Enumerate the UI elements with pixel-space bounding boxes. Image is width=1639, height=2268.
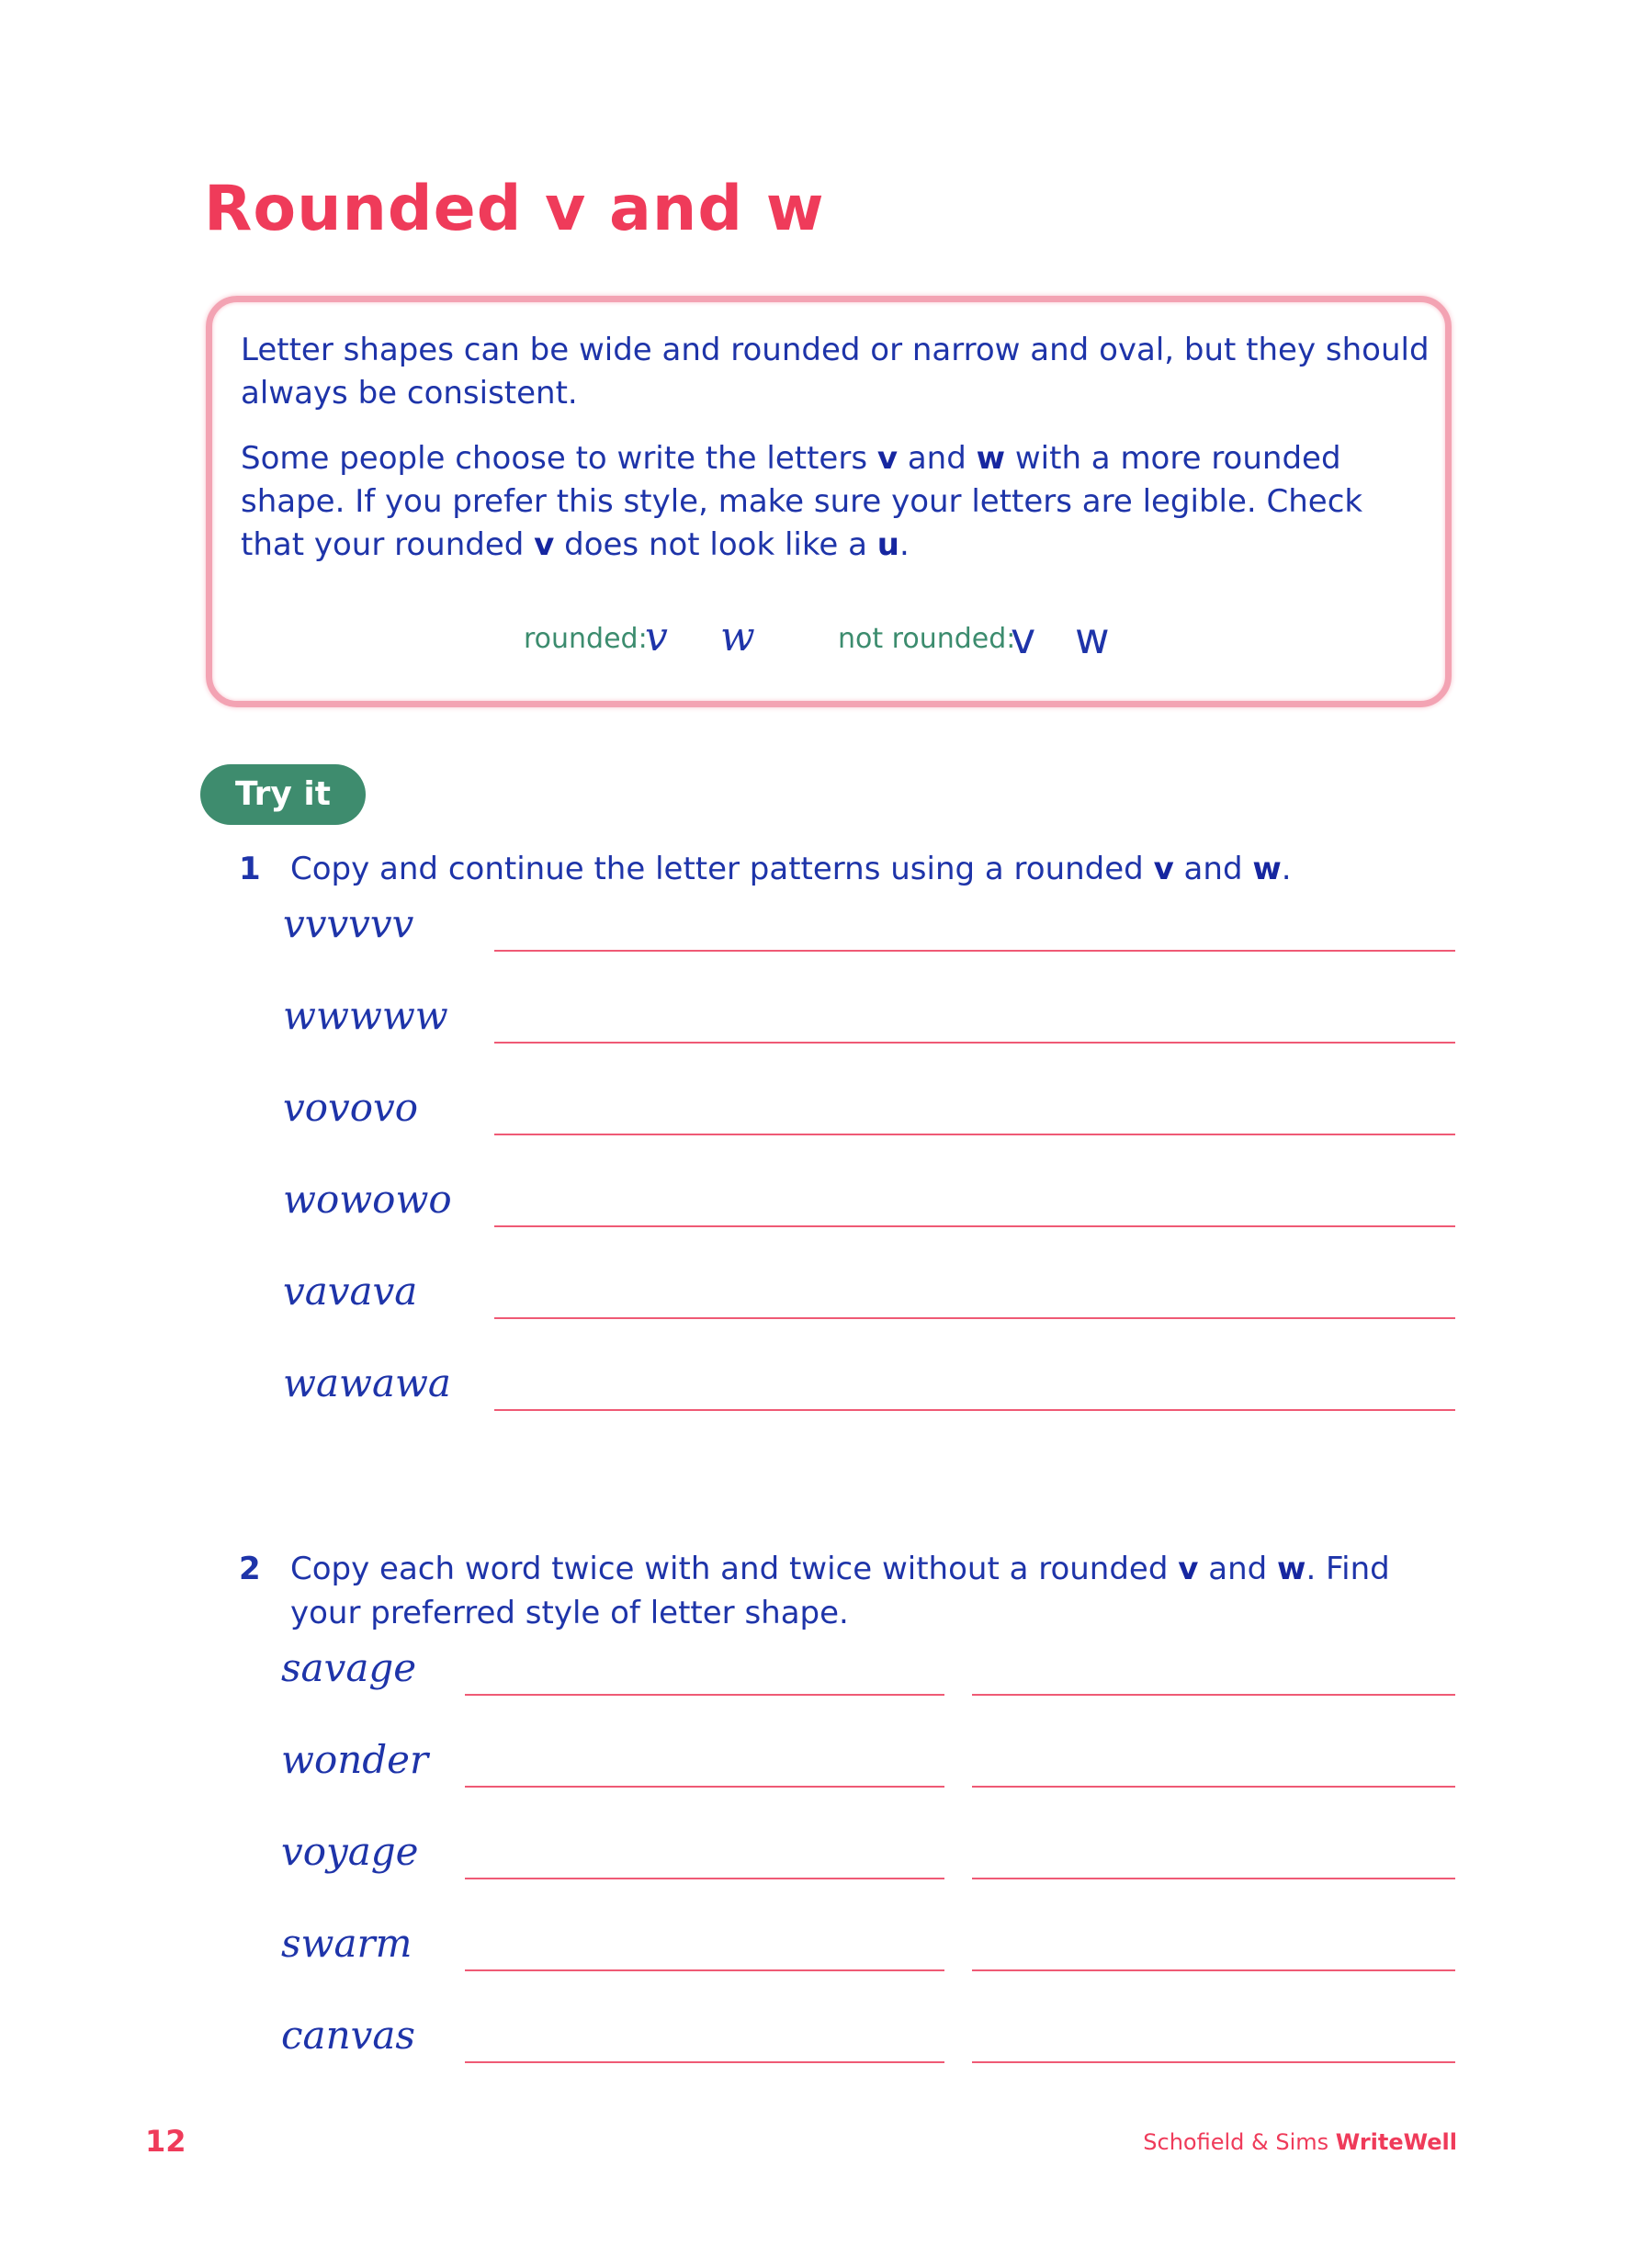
page-title: Rounded v and w [204, 173, 825, 245]
writing-line[interactable] [465, 1786, 944, 1788]
word-example: canvas [281, 2013, 415, 2058]
word-example: savage [281, 1645, 417, 1690]
writing-line[interactable] [494, 1134, 1455, 1135]
writing-line[interactable] [972, 1694, 1455, 1696]
info-paragraph-2: Some people choose to write the letters v and w with a more rounded shape. If you prefer this style, make sure your letters are legible. Check that your rounded v does not look like a u. [241, 440, 1363, 563]
letter-pattern: vovovo [283, 1085, 419, 1130]
publisher-credit: Schofield & Sims WriteWell [1143, 2129, 1457, 2155]
word-row [281, 1916, 1455, 1971]
letter-examples [0, 614, 1639, 663]
word-example: swarm [281, 1921, 413, 1966]
not-rounded-label: not rounded: [838, 623, 1016, 655]
letter-pattern: vavava [283, 1269, 418, 1314]
writing-line[interactable] [494, 1042, 1455, 1044]
word-row [281, 1732, 1455, 1788]
pattern-row [283, 1264, 1455, 1319]
letter-pattern: vvvvvv [283, 901, 414, 946]
writing-line[interactable] [494, 950, 1455, 952]
question-text: Copy each word twice with and twice without a rounded v and w. Find your preferred style of letter shape. [290, 1551, 1390, 1631]
pattern-row [283, 897, 1455, 952]
pattern-row [283, 1080, 1455, 1135]
writing-line[interactable] [972, 1786, 1455, 1788]
writing-line[interactable] [465, 1969, 944, 1971]
info-paragraph-1: Letter shapes can be wide and rounded or narrow and oval, but they should always be consistent. [241, 332, 1430, 412]
writing-line[interactable] [972, 2061, 1455, 2063]
question-text: Copy and continue the letter patterns using a rounded v and w. [290, 851, 1292, 887]
pattern-row [283, 1172, 1455, 1227]
writing-line[interactable] [465, 1694, 944, 1696]
word-row [281, 1641, 1455, 1696]
word-example: voyage [281, 1829, 419, 1874]
writing-line[interactable] [494, 1317, 1455, 1319]
writing-line[interactable] [972, 1969, 1455, 1971]
page-number: 12 [145, 2124, 187, 2159]
letter-pattern: wwwww [283, 993, 448, 1038]
writing-line[interactable] [465, 1878, 944, 1879]
rounded-w-example: w [720, 614, 755, 660]
plain-w-example: w [1075, 614, 1110, 663]
writing-line[interactable] [494, 1409, 1455, 1411]
plain-v-example: v [1011, 614, 1036, 663]
pattern-row [283, 1356, 1455, 1411]
letter-pattern: wawawa [283, 1360, 451, 1405]
writing-line[interactable] [465, 2061, 944, 2063]
rounded-v-example: v [645, 614, 668, 660]
word-example: wonder [281, 1737, 429, 1782]
pattern-row [283, 988, 1455, 1044]
writing-line[interactable] [972, 1878, 1455, 1879]
rounded-label: rounded: [524, 623, 648, 655]
letter-pattern: wowowo [283, 1177, 452, 1222]
word-row [281, 2008, 1455, 2063]
question-number: 1 [239, 851, 261, 887]
writing-line[interactable] [494, 1225, 1455, 1227]
question-number: 2 [239, 1551, 261, 1587]
word-row [281, 1824, 1455, 1879]
try-it-badge: Try it [200, 764, 366, 825]
